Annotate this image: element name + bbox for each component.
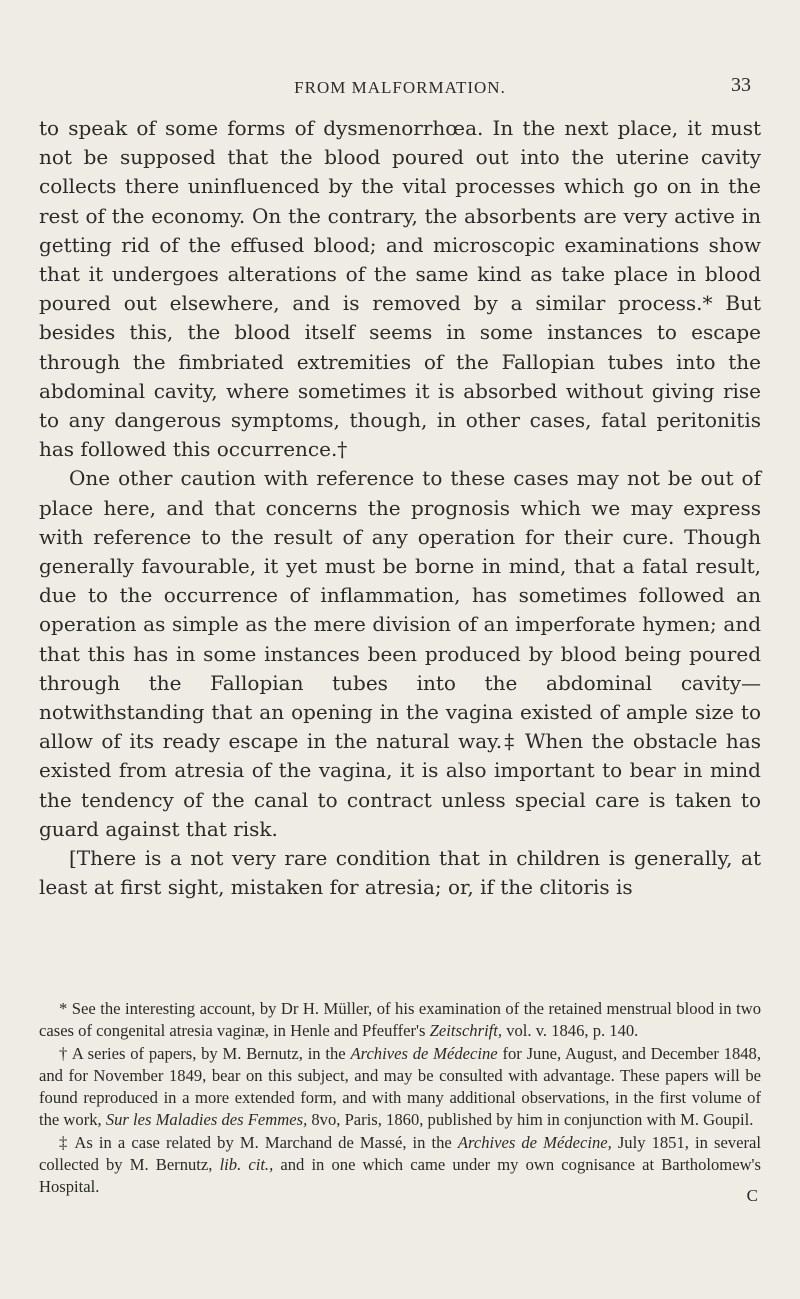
paragraph-children-condition: [There is a not very rare condition that in children is generally, at least at first sight, mistaken for atresia; or, if the clitoris is <box>39 846 761 900</box>
signature-mark: C <box>746 1186 758 1205</box>
footnote-1-text: * See the interesting account, by Dr H. Müller, of his examination of the retained menstrual blood in two cases of congenital atresia vaginæ, in Henle and Pfeuffer's <box>39 999 761 1041</box>
footnote-3-italic-journal: Archives de Médecine, <box>457 1132 612 1152</box>
footnote-2-italic-work: Sur les Maladies des Femmes, <box>105 1110 308 1130</box>
page-number: 33 <box>731 74 751 96</box>
footnote-1 <box>39 998 761 1043</box>
footnote-3-text: ‡ As in a case related by M. Marchand de Massé, in the <box>59 1132 458 1152</box>
footnote-2 <box>39 1043 761 1132</box>
body-text <box>39 114 761 902</box>
paragraph-caution: One other caution with reference to these cases may not be out of place here, and that concerns the prognosis which we may express with reference to the result of any operation for their cure. Though generally favourable, it yet must be borne in mind, that a fatal result, due to the occurrence of inflammation, has sometimes followed an operation as simple as the mere division of an imperforate hymen; and that this has in some instances been produced by blood being poured through the Fallopian tubes into the abdominal cavity—notwithstanding that an opening in the vagina existed of ample size to allow of its ready escape in the natural way.‡ When the obstacle has existed from atresia of the vagina, it is also important to bear in mind the tendency of the canal to contract unless special care is taken to guard against that risk. <box>39 466 761 841</box>
paragraph-continued: to speak of some forms of dysmenorrhœa. In the next place, it must not be supposed that the blood poured out into the uterine cavity collects there uninfluenced by the vital processes which go on in the rest of the economy. On the contrary, the absorbents are very active in getting rid of the effused blood; and microscopic examinations show that it undergoes alterations of the same kind as take place in blood poured out elsewhere, and is removed by a similar process.* But besides this, the blood itself seems in some instances to escape through the fimbriated extremities of the Fallopian tubes into the abdominal cavity, where sometimes it is absorbed without giving rise to any dangerous symptoms, though, in other cases, fatal peritonitis has followed this occurrence.† <box>39 116 761 462</box>
footnote-3 <box>39 1132 761 1199</box>
footnote-1-italic: Zeitschrift, <box>429 1021 503 1041</box>
running-title: FROM MALFORMATION. <box>294 78 506 97</box>
footnote-3-end: and in one which came under my own cognisance at Bartholomew's Hospital. <box>39 1155 761 1197</box>
running-head <box>40 74 760 102</box>
footnotes <box>39 998 761 1199</box>
footnote-1-end: vol. v. 1846, p. 140. <box>502 1021 639 1041</box>
footnote-2-middle: for June, August, and December 1848, and for November 1849, bear on this subject, and may be consulted with advantage. These papers will be found reproduced in a more extended form, and with many additional observations, in the first volume of the work, <box>39 1043 761 1130</box>
footnote-2-italic-journal: Archives de Médecine <box>350 1043 498 1063</box>
footnote-3-middle: July 1851, in several collected by M. Bernutz, <box>39 1132 761 1175</box>
footnote-3-italic-citation: lib. cit., <box>219 1155 274 1175</box>
footnote-2-text: † A series of papers, by M. Bernutz, in the <box>59 1043 351 1063</box>
footnote-2-end: 8vo, Paris, 1860, published by him in conjunction with M. Goupil. <box>307 1110 754 1130</box>
